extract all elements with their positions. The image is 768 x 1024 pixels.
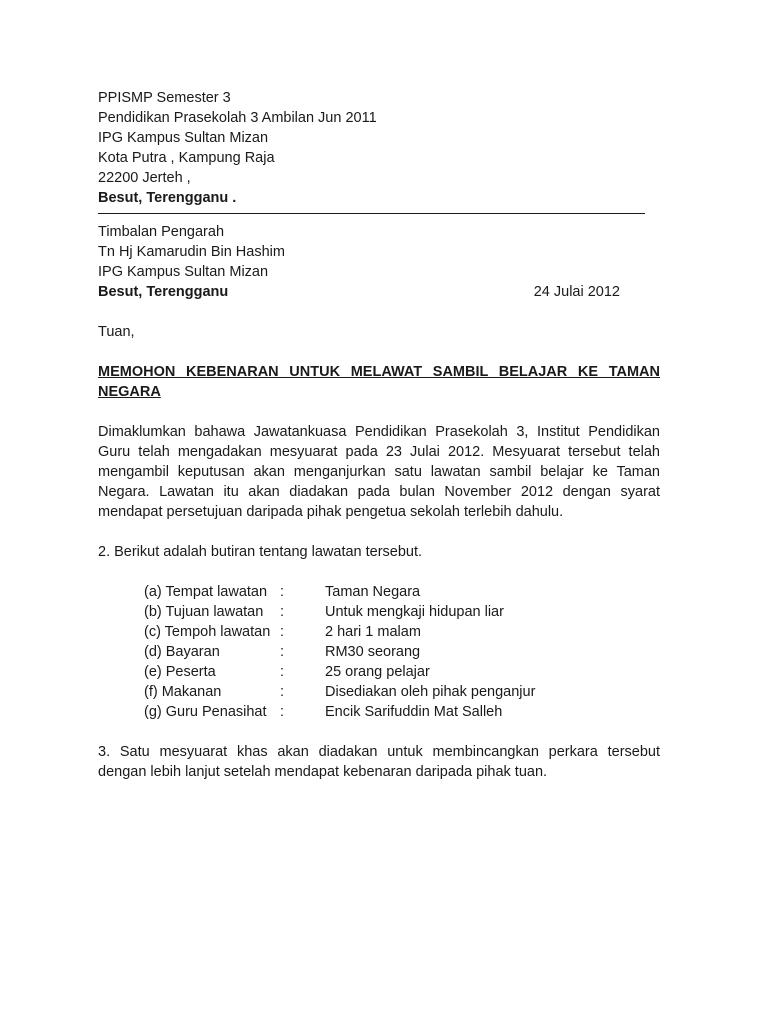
detail-row bbox=[144, 622, 660, 642]
sender-line: PPISMP Semester 3 bbox=[98, 90, 231, 106]
letter-date: 24 Julai 2012 bbox=[533, 284, 620, 300]
detail-colon: : bbox=[280, 644, 285, 660]
recipient-line: Tn Hj Kamarudin Bin Hashim bbox=[98, 244, 285, 260]
recipient-line-bold: Besut, Terengganu bbox=[98, 284, 229, 300]
detail-label: (d) Bayaran bbox=[144, 644, 220, 660]
detail-row bbox=[144, 582, 660, 602]
recipient-date-row bbox=[98, 282, 620, 302]
detail-row bbox=[144, 642, 660, 662]
paragraph-1: Dimaklumkan bahawa Jawatankuasa Pendidikan Prasekolah 3, Institut Pendidikan Guru telah mengadakan mesyuarat pada 23 Julai 2012. Mesyuarat tersebut telah mengambil keputusan akan menganjurkan satu lawatan sambil belajar ke Taman Negara. Lawatan itu akan diadakan pada bulan November 2012 dengan syarat mendapat persetujuan daripada pihak pengetua sekolah terlebih dahulu. bbox=[98, 424, 660, 520]
sender-address bbox=[98, 88, 660, 208]
sender-line: IPG Kampus Sultan Mizan bbox=[98, 130, 269, 146]
detail-colon: : bbox=[280, 704, 285, 720]
detail-value: 25 orang pelajar bbox=[325, 664, 430, 680]
detail-colon: : bbox=[280, 604, 285, 620]
recipient-address bbox=[98, 222, 660, 302]
detail-label: (a) Tempat lawatan bbox=[144, 584, 268, 600]
detail-value: 2 hari 1 malam bbox=[325, 624, 421, 640]
sender-line: 22200 Jerteh , bbox=[98, 170, 191, 186]
letter-page bbox=[98, 88, 660, 782]
detail-value: Taman Negara bbox=[325, 584, 421, 600]
detail-label: (g) Guru Penasihat bbox=[144, 704, 267, 720]
detail-value: Encik Sarifuddin Mat Salleh bbox=[325, 704, 503, 720]
recipient-line: Timbalan Pengarah bbox=[98, 224, 225, 240]
sender-line: Pendidikan Prasekolah 3 Ambilan Jun 2011 bbox=[98, 110, 377, 126]
detail-colon: : bbox=[280, 624, 285, 640]
detail-row bbox=[144, 662, 660, 682]
paragraph-3: 3. Satu mesyuarat khas akan diadakan untuk membincangkan perkara tersebut dengan lebih lanjut setelah mendapat kebenaran daripada pihak tuan. bbox=[98, 744, 660, 780]
detail-row bbox=[144, 702, 660, 722]
detail-colon: : bbox=[280, 584, 285, 600]
detail-label: (e) Peserta bbox=[144, 664, 216, 680]
detail-colon: : bbox=[280, 664, 285, 680]
sender-line: Kota Putra , Kampung Raja bbox=[98, 150, 275, 166]
sender-line-bold: Besut, Terengganu . bbox=[98, 190, 237, 206]
salutation: Tuan, bbox=[98, 324, 135, 340]
recipient-line: IPG Kampus Sultan Mizan bbox=[98, 264, 269, 280]
detail-colon: : bbox=[280, 684, 285, 700]
detail-value: Untuk mengkaji hidupan liar bbox=[325, 604, 504, 620]
detail-label: (b) Tujuan lawatan bbox=[144, 604, 264, 620]
detail-label: (c) Tempoh lawatan bbox=[144, 624, 271, 640]
detail-label: (f) Makanan bbox=[144, 684, 222, 700]
paragraph-2: 2. Berikut adalah butiran tentang lawatan tersebut. bbox=[98, 544, 423, 560]
visit-details bbox=[144, 582, 660, 722]
detail-value: RM30 seorang bbox=[325, 644, 421, 660]
letter-subject: MEMOHON KEBENARAN UNTUK MELAWAT SAMBIL BELAJAR KE TAMAN NEGARA bbox=[98, 364, 660, 400]
detail-row bbox=[144, 682, 660, 702]
detail-value: Disediakan oleh pihak penganjur bbox=[325, 684, 536, 700]
detail-row bbox=[144, 602, 660, 622]
